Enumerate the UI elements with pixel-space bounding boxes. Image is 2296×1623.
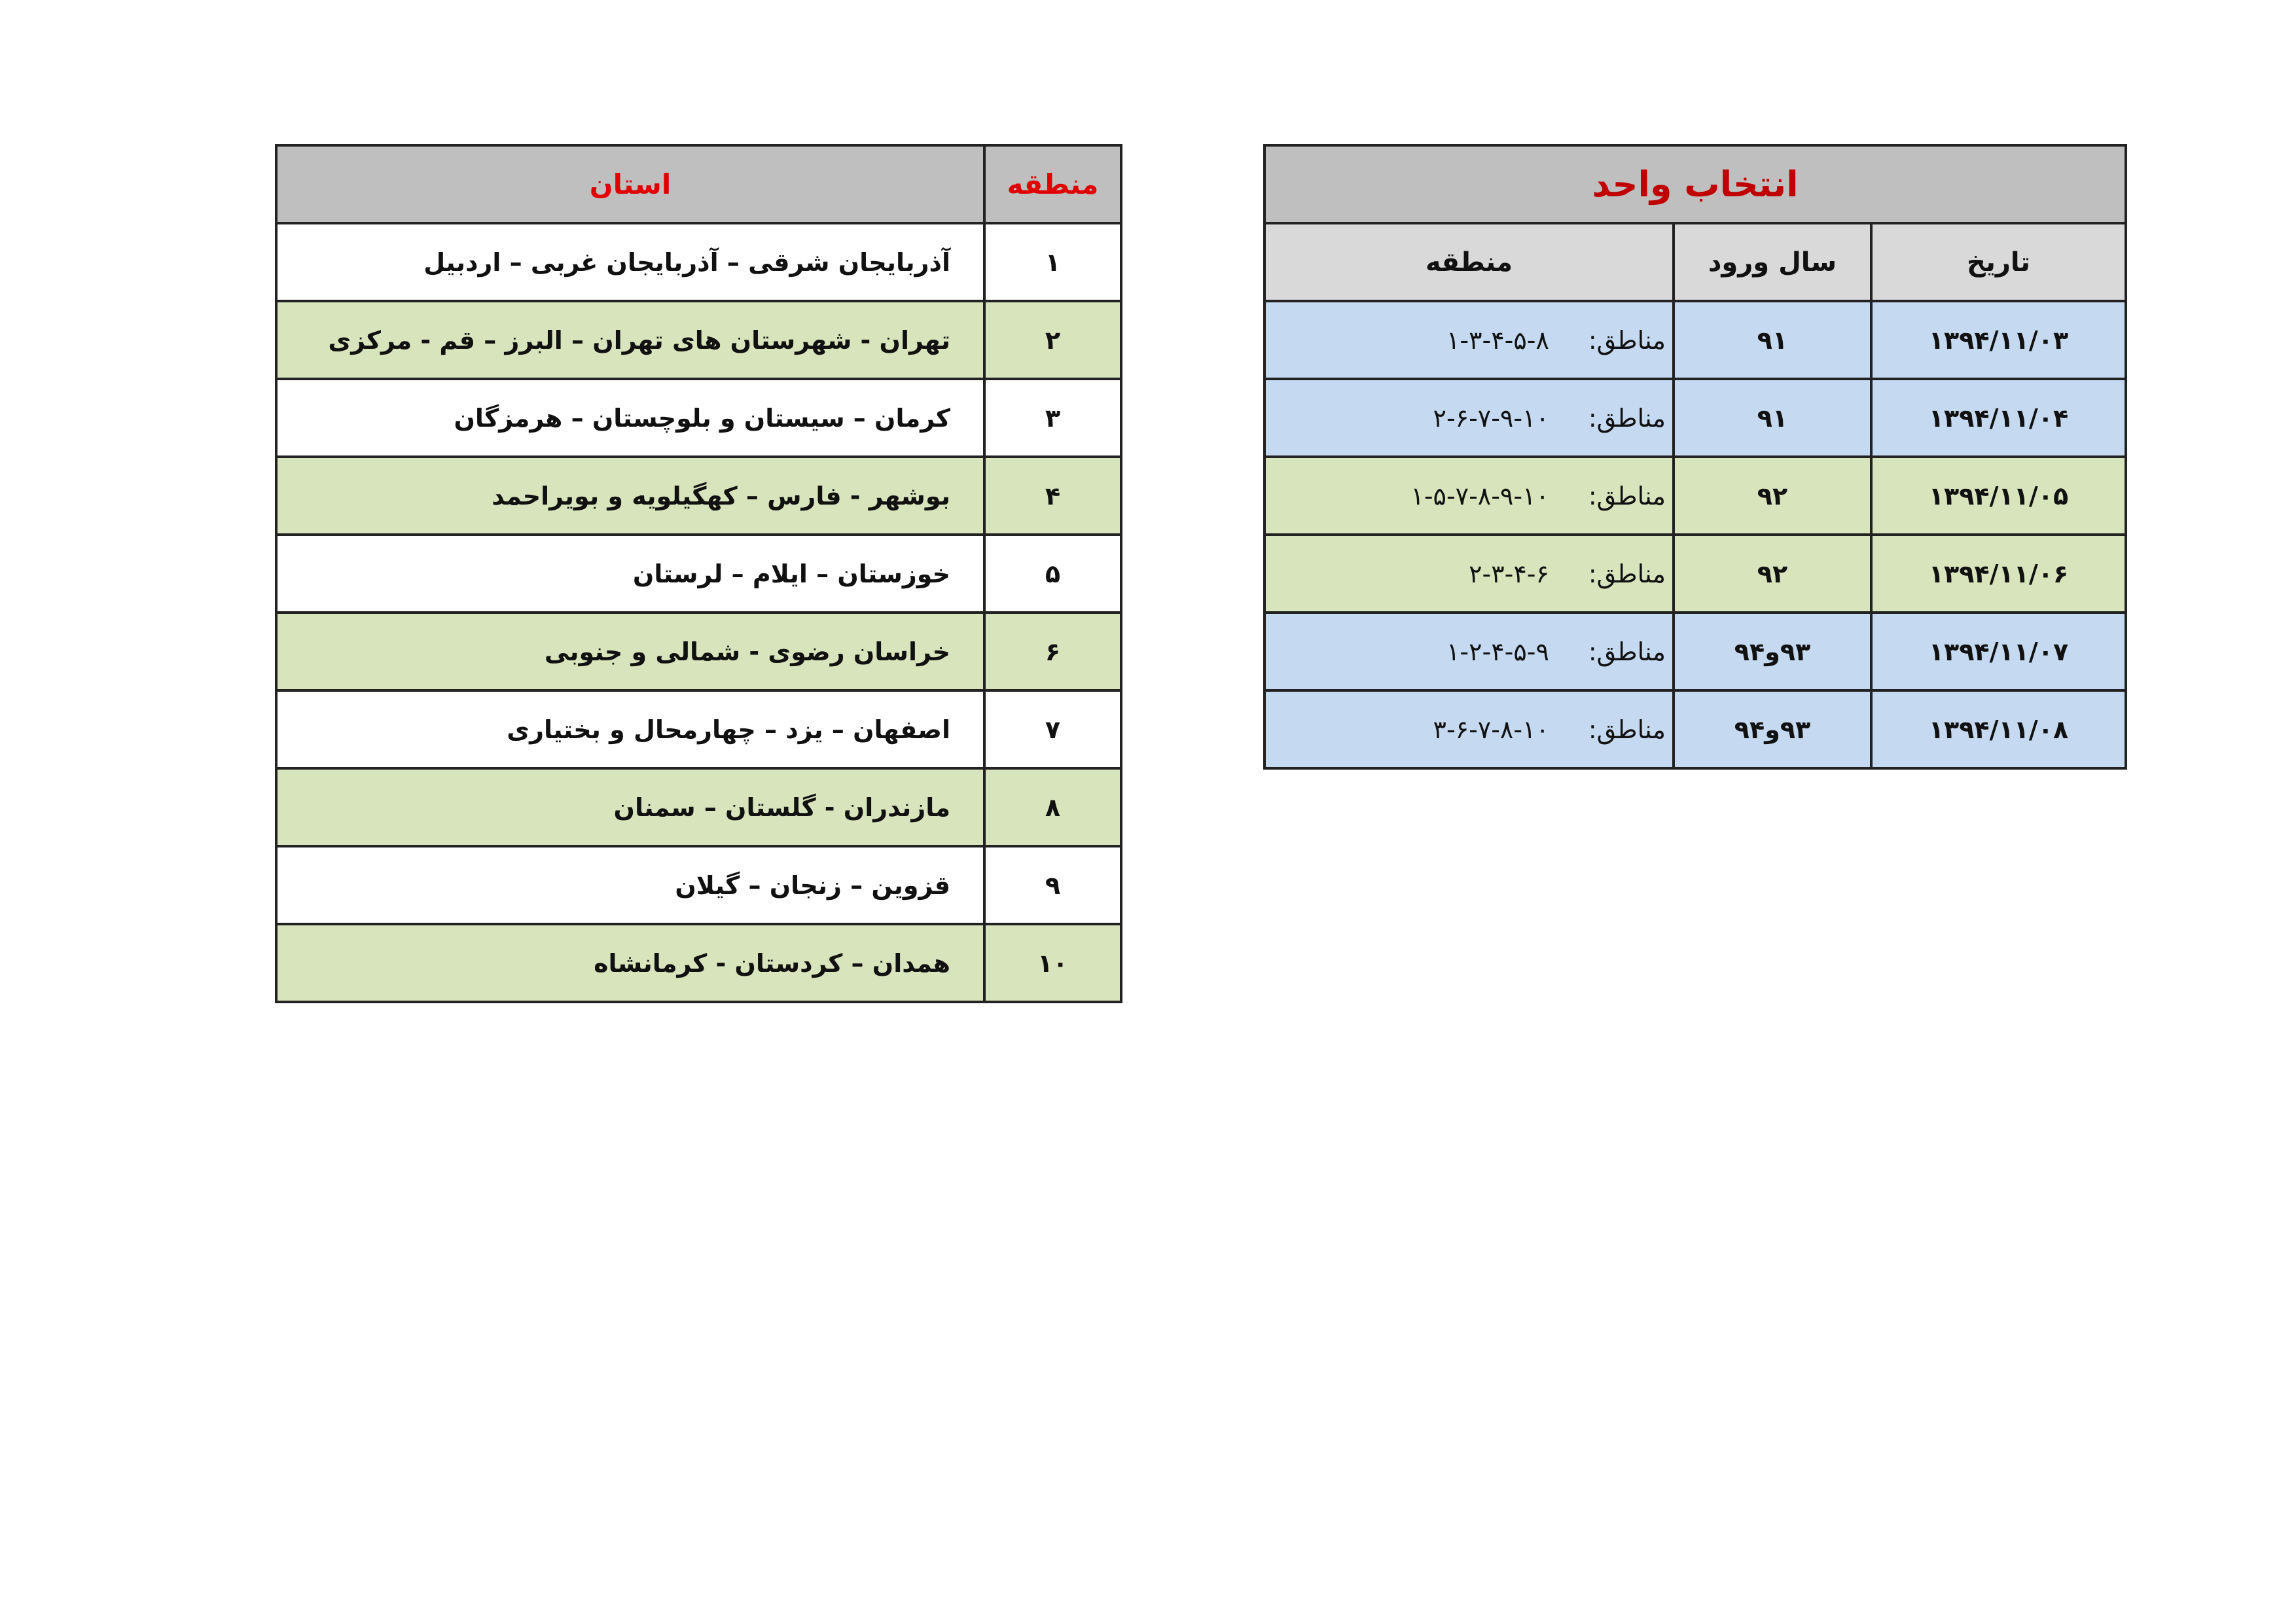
provinces-cell: اصفهان – یزد – چهارمحال و بختیاری [276, 690, 984, 768]
regions-value: ۲-۳-۴-۶ [1469, 559, 1549, 588]
province-column-header: استان [276, 145, 984, 223]
table-row [276, 535, 1121, 613]
table-row [1265, 613, 2126, 690]
provinces-cell: کرمان – سیستان و بلوچستان – هرمزگان [276, 379, 984, 457]
regions-value: ۱-۳-۴-۵-۸ [1446, 325, 1549, 355]
provinces-cell: آذربایجان شرقی – آذربایجان غربی – اردبیل [276, 223, 984, 301]
regions-cell [1265, 457, 1674, 535]
regions-label: مناطق: [1588, 481, 1666, 510]
region-column-header: منطقه [1265, 223, 1674, 301]
regions-cell [1265, 301, 1674, 379]
regions-value: ۱-۵-۷-۸-۹-۱۰ [1410, 481, 1549, 510]
regions-label: مناطق: [1588, 559, 1666, 588]
regions-label: مناطق: [1588, 715, 1666, 744]
provinces-cell: خراسان رضوی - شمالی و جنوبی [276, 613, 984, 690]
regions-cell [1265, 535, 1674, 613]
provinces-cell: بوشهر - فارس – کهگیلویه و بویراحمد [276, 457, 984, 535]
provinces-cell: همدان – کردستان - کرمانشاه [276, 924, 984, 1002]
table-row [276, 457, 1121, 535]
table-row [276, 690, 1121, 768]
regions-label: مناطق: [1588, 403, 1666, 433]
region-number-cell: ۱ [984, 223, 1121, 301]
year-cell: ۹۱ [1674, 379, 1871, 457]
region-number-cell: ۶ [984, 613, 1121, 690]
regions-value: ۳-۶-۷-۸-۱۰ [1433, 715, 1549, 744]
table-row [1265, 301, 2126, 379]
region-number-cell: ۸ [984, 768, 1121, 846]
table-row [276, 223, 1121, 301]
region-number-cell: ۵ [984, 535, 1121, 613]
header-row [276, 145, 1121, 223]
year-cell: ۹۲ [1674, 535, 1871, 613]
header-row [1265, 223, 2126, 301]
year-cell: ۹۳و۹۴ [1674, 613, 1871, 690]
regions-label: مناطق: [1588, 637, 1666, 666]
region-number-cell: ۴ [984, 457, 1121, 535]
provinces-cell: قزوین – زنجان – گیلان [276, 846, 984, 924]
regions-cell [1265, 613, 1674, 690]
table-row [276, 613, 1121, 690]
regions-cell [1265, 379, 1674, 457]
date-cell: ۱۳۹۴/۱۱/۰۶ [1871, 535, 2126, 613]
date-cell: ۱۳۹۴/۱۱/۰۳ [1871, 301, 2126, 379]
table-row [276, 924, 1121, 1002]
region-number-cell: ۷ [984, 690, 1121, 768]
table-row [1265, 457, 2126, 535]
table-title-row [1265, 145, 2126, 223]
region-number-cell: ۱۰ [984, 924, 1121, 1002]
year-cell: ۹۲ [1674, 457, 1871, 535]
table-row [276, 379, 1121, 457]
regions-cell [1265, 690, 1674, 768]
date-cell: ۱۳۹۴/۱۱/۰۵ [1871, 457, 2126, 535]
entry-year-column-header: سال ورود [1674, 223, 1871, 301]
table-row [276, 768, 1121, 846]
provinces-cell: مازندران - گلستان – سمنان [276, 768, 984, 846]
date-cell: ۱۳۹۴/۱۱/۰۸ [1871, 690, 2126, 768]
table-row [1265, 379, 2126, 457]
table-row [276, 301, 1121, 379]
year-cell: ۹۱ [1674, 301, 1871, 379]
regions-label: مناطق: [1588, 325, 1666, 355]
date-cell: ۱۳۹۴/۱۱/۰۷ [1871, 613, 2126, 690]
unit-selection-table [1263, 144, 2127, 770]
provinces-cell: خوزستان – ایلام – لرستان [276, 535, 984, 613]
table-row [1265, 535, 2126, 613]
regions-value: ۲-۶-۷-۹-۱۰ [1433, 403, 1549, 433]
table-title: انتخاب واحد [1265, 145, 2126, 223]
year-cell: ۹۳و۹۴ [1674, 690, 1871, 768]
region-column-header: منطقه [984, 145, 1121, 223]
regions-provinces-table [275, 144, 1122, 1003]
region-number-cell: ۹ [984, 846, 1121, 924]
provinces-cell: تهران - شهرستان های تهران – البرز – قم - مرکزی [276, 301, 984, 379]
region-number-cell: ۳ [984, 379, 1121, 457]
region-number-cell: ۲ [984, 301, 1121, 379]
table-row [1265, 690, 2126, 768]
date-cell: ۱۳۹۴/۱۱/۰۴ [1871, 379, 2126, 457]
table-row [276, 846, 1121, 924]
regions-value: ۱-۲-۴-۵-۹ [1446, 637, 1549, 666]
date-column-header: تاریخ [1871, 223, 2126, 301]
